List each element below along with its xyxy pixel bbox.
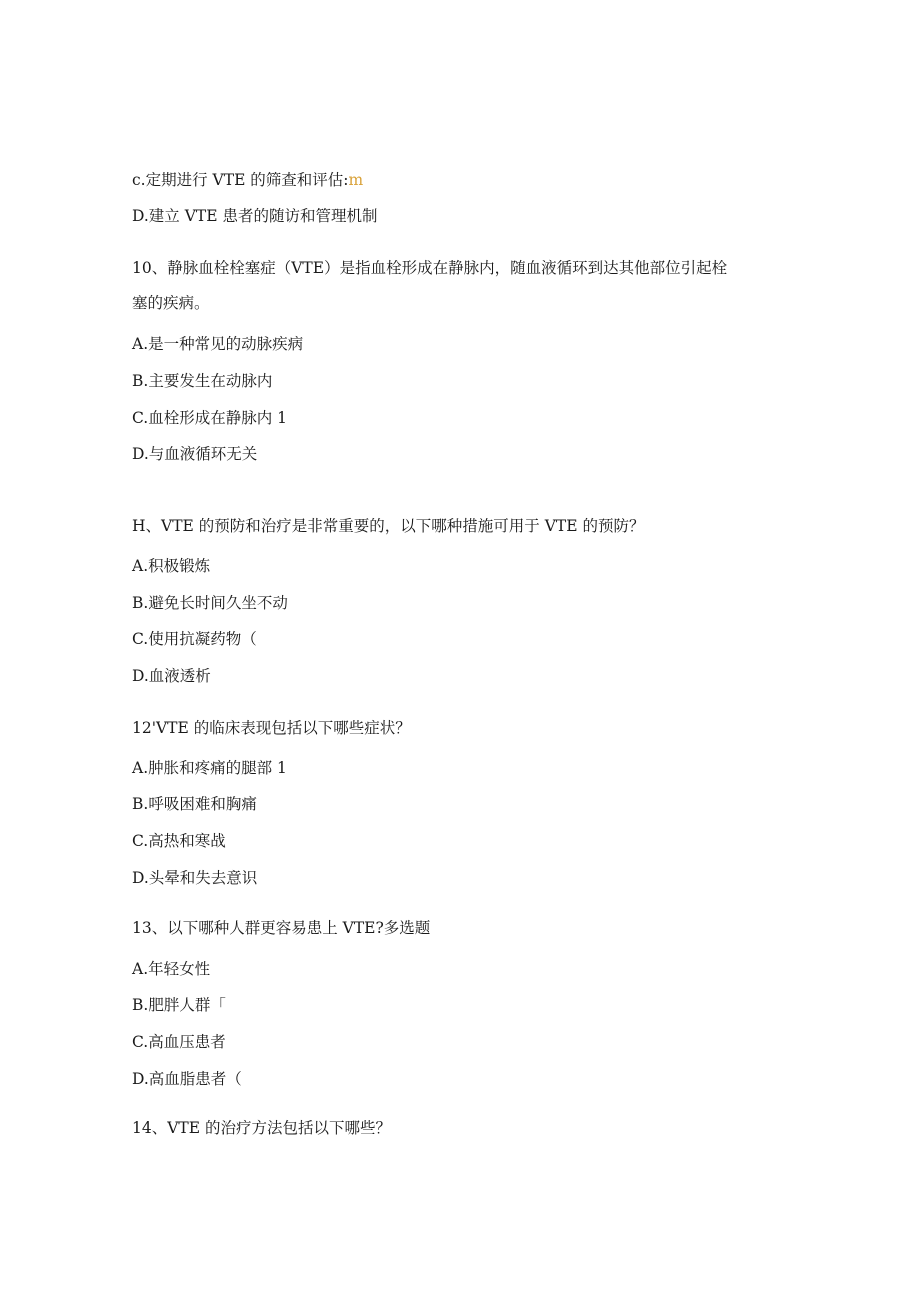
q11-option-d: D.血液透析 — [132, 667, 211, 685]
question-11: H、VTE 的预防和治疗是非常重要的，以下哪种措施可用于 VTE 的预防？ — [132, 517, 645, 535]
question-10-line1: 10、静脉血栓栓塞症（VTE）是指血栓形成在静脉内，随血液循环到达其他部位引起栓 — [132, 259, 728, 277]
option-d-prev: D.建立 VTE 患者的随访和管理机制 — [132, 207, 378, 225]
question-13: 13、以下哪种人群更容易患上 VTE?多选题 — [132, 919, 431, 937]
q13-option-c: C.高血压患者 — [132, 1033, 226, 1051]
q13-option-d: D.高血脂患者（ — [132, 1070, 242, 1088]
option-text: c.定期进行 VTE 的筛查和评估: — [132, 171, 349, 189]
q12-option-a: A.肿胀和疼痛的腿部 1 — [132, 759, 287, 777]
q12-option-c: C.高热和寒战 — [132, 832, 226, 850]
q12-option-d: D.头晕和失去意识 — [132, 869, 258, 887]
answer-mark: m — [348, 171, 364, 189]
q13-option-a: A.年轻女性 — [132, 960, 211, 978]
q13-option-b: B.肥胖人群「 — [132, 996, 226, 1014]
q11-option-a: A.积极锻炼 — [132, 557, 211, 575]
q12-option-b: B.呼吸困难和胸痛 — [132, 795, 257, 813]
q10-option-d: D.与血液循环无关 — [132, 445, 258, 463]
q11-option-c: C.使用抗凝药物（ — [132, 630, 257, 648]
q10-option-a: A.是一种常见的动脉疾病 — [132, 335, 304, 353]
q11-option-b: B.避免长时间久坐不动 — [132, 594, 288, 612]
q10-option-b: B.主要发生在动脉内 — [132, 372, 273, 390]
q10-option-c: C.血栓形成在静脉内 1 — [132, 409, 288, 427]
option-c-prev — [132, 170, 363, 190]
question-14: 14、VTE 的治疗方法包括以下哪些？ — [132, 1119, 391, 1137]
question-12: 12'VTE 的临床表现包括以下哪些症状？ — [132, 719, 411, 737]
question-10-line2: 塞的疾病。 — [132, 294, 210, 312]
